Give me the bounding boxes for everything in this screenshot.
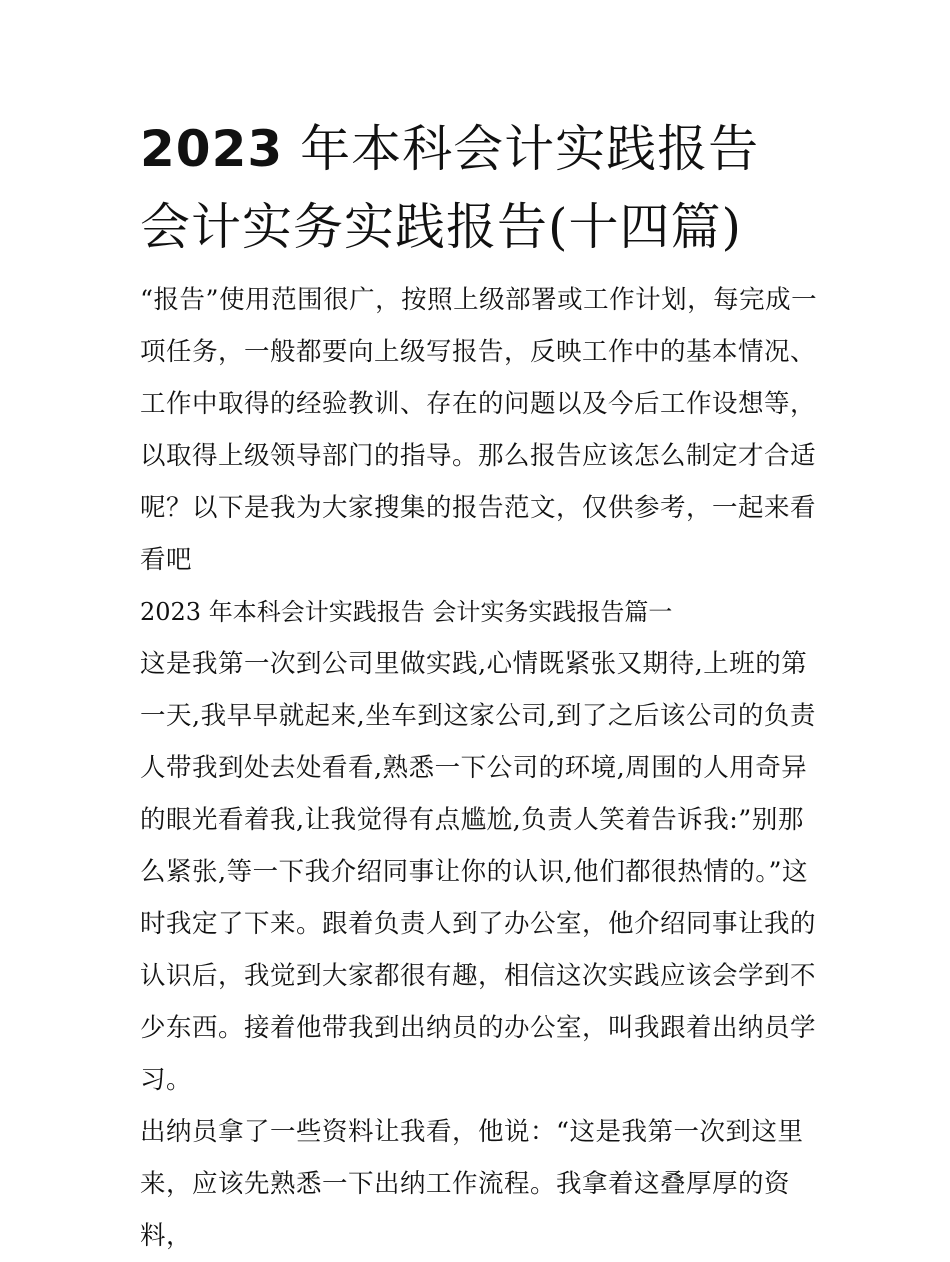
title-text: 年本科会计实践报告 会计实务实践报告(十四篇) (140, 120, 760, 256)
body-paragraph: 这是我第一次到公司里做实践,心情既紧张又期待,上班的第一天,我早早就起来,坐车到这家公司,到了之后该公司的负责人带我到处去处看看,熟悉一下公司的环境,周围的人用奇异的眼光看着我,让我觉得有点尴尬,负责人笑着告诉我:”别那么紧张,等一下我介绍同事让你的认识,他们都很热情的。”这时我定了下来。跟着负责人到了办公室，他介绍同事让我的认识后，我觉到大家都很有趣，相信这次实践应该会学到不少东西。接着他带我到出纳员的办公室，叫我跟着出纳员学习。 (140, 649, 817, 1095)
title-year: 2023 (140, 120, 284, 178)
body-paragraph: 出纳员拿了一些资料让我看，他说：“这是我第一次到这里来，应该先熟悉一下出纳工作流程。我拿着这叠厚厚的资料， (140, 1117, 804, 1251)
intro-paragraph: “报告”使用范围很广，按照上级部署或工作计划，每完成一项任务，一般都要向上级写报告，反映工作中的基本情况、工作中取得的经验教训、存在的问题以及今后工作设想等，以取得上级领导部门的指导。那么报告应该怎么制定才合适呢？以下是我为大家搜集的报告范文，仅供参考，一起来看看吧 (140, 285, 818, 575)
section-heading: 2023 年本科会计实践报告 会计实务实践报告篇一 (140, 598, 673, 626)
document-title (140, 110, 820, 266)
document-page (140, 110, 820, 1262)
